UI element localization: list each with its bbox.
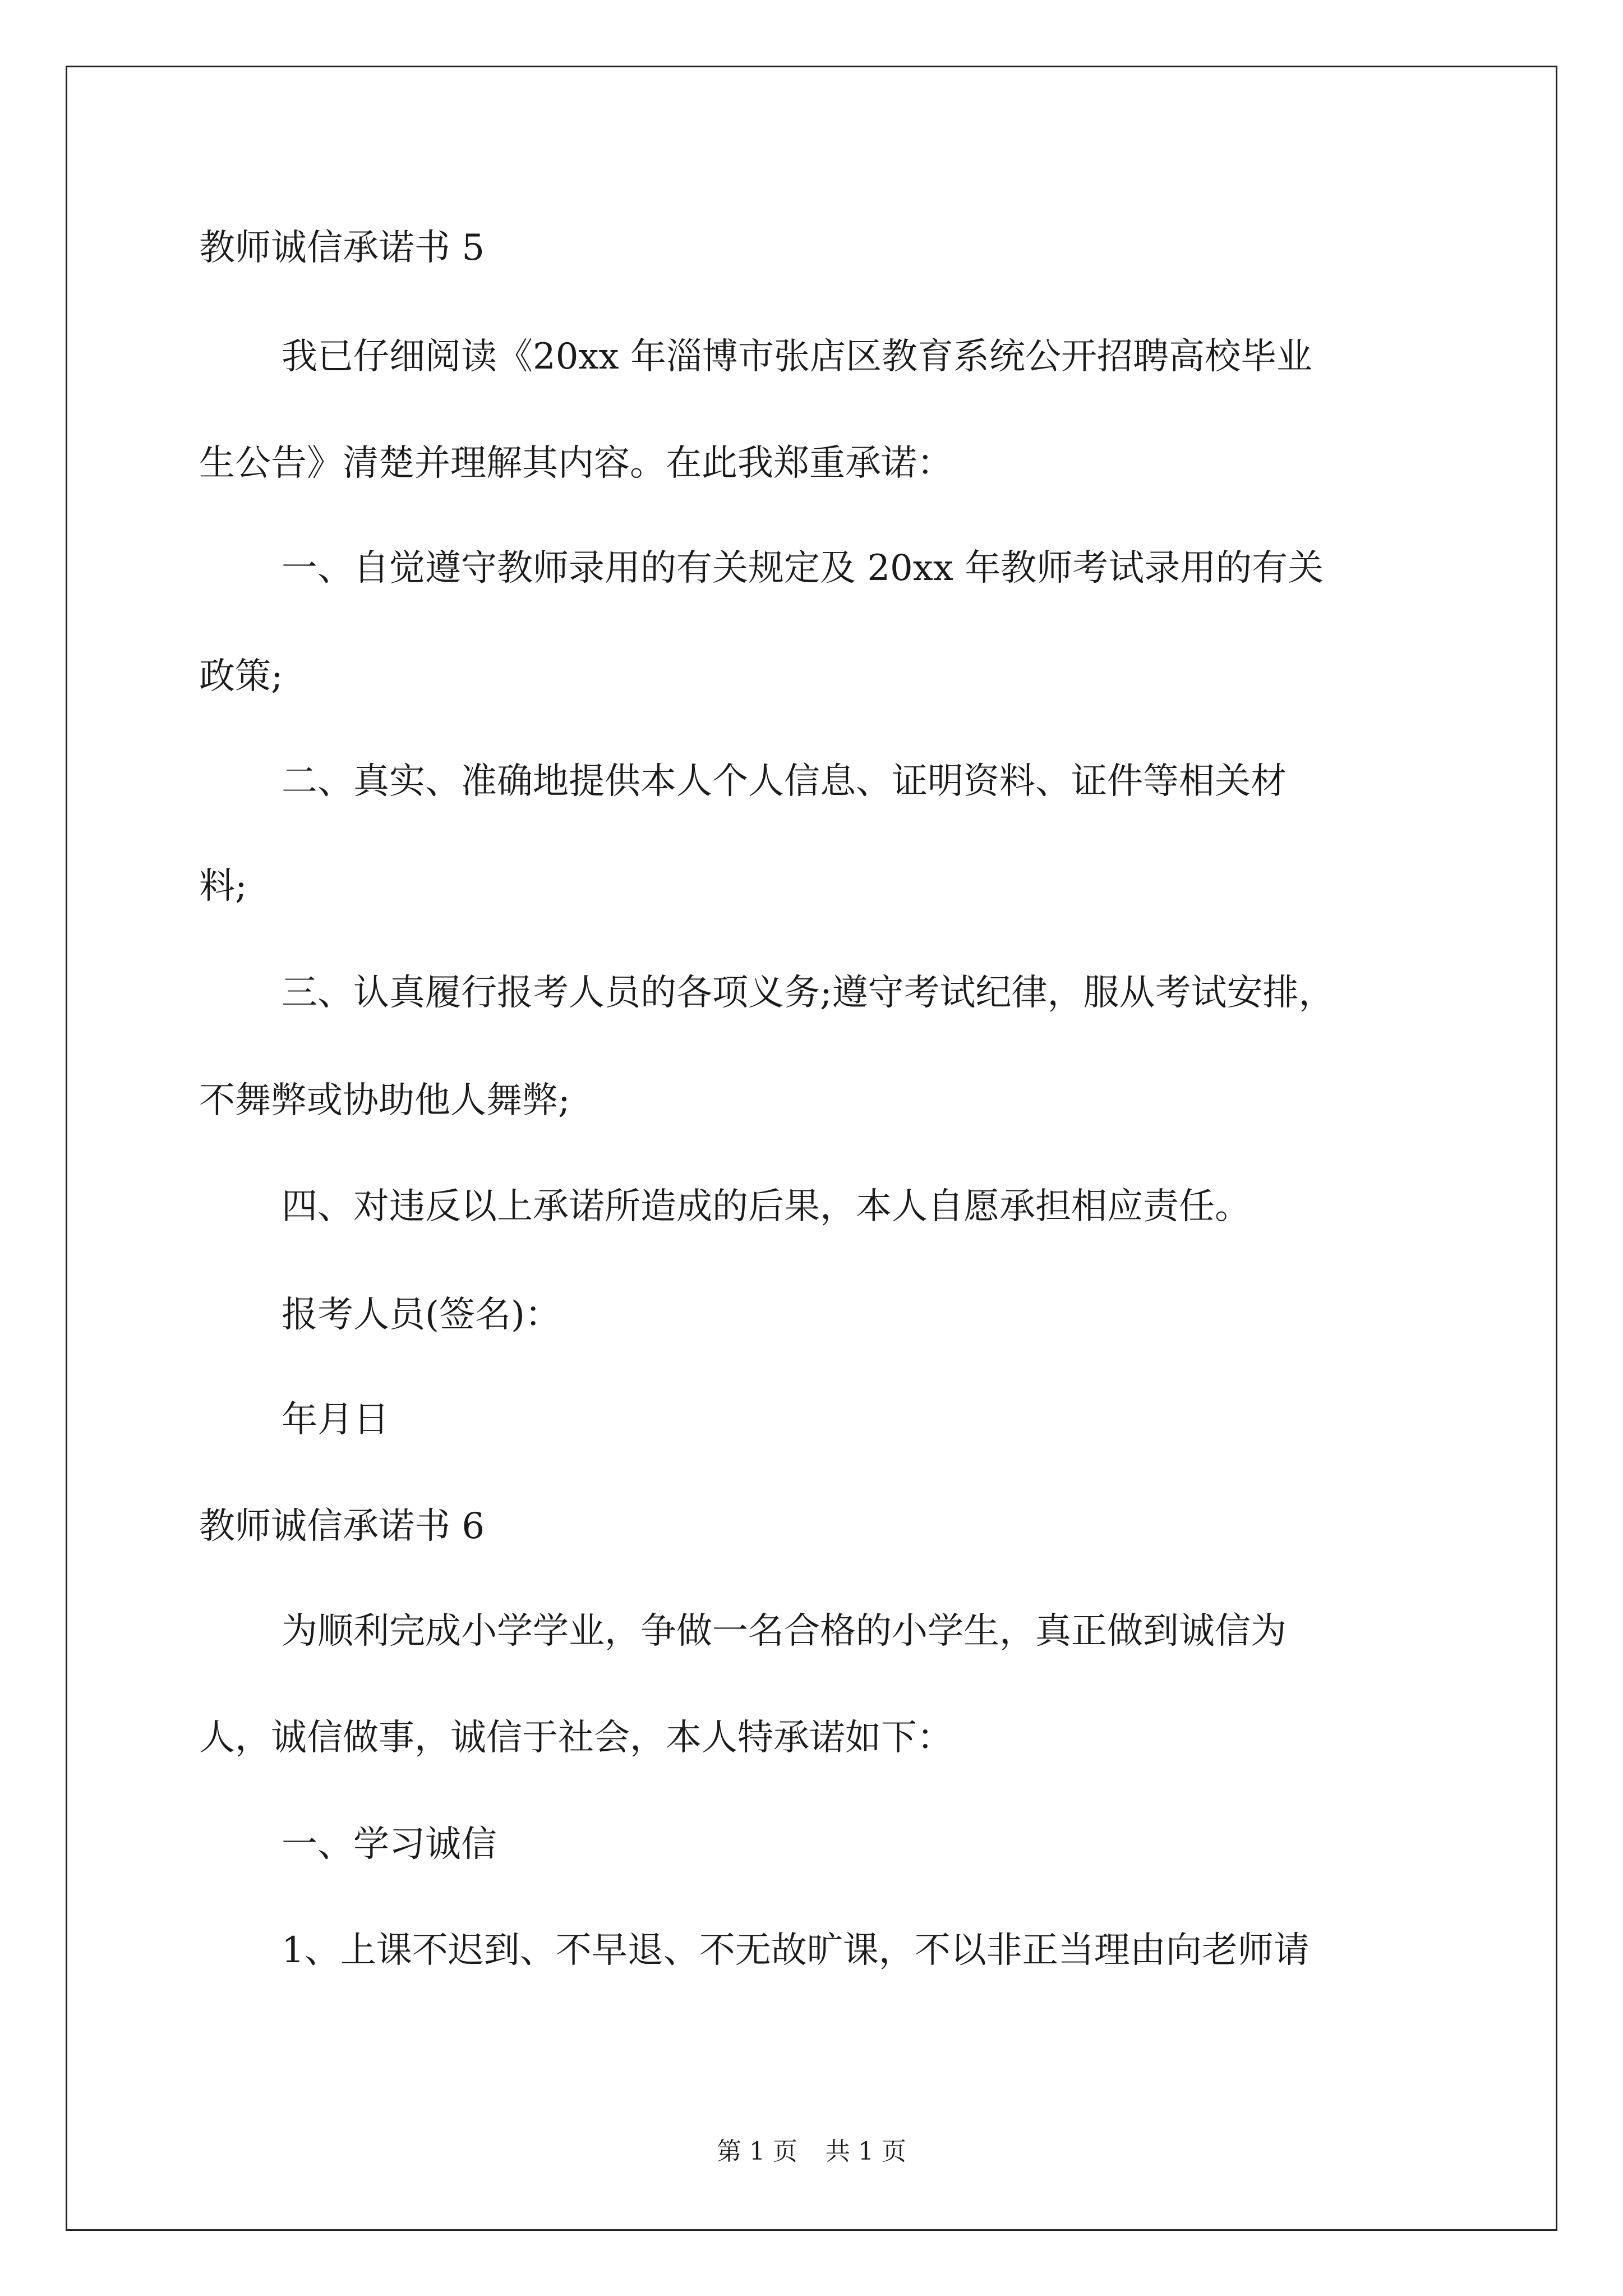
paragraph-line: 政策; xyxy=(199,656,283,697)
paragraph-line: 一、自觉遵守教师录用的有关规定及 20xx 年教师考试录用的有关 xyxy=(282,547,1324,589)
paragraph-line: 为顺利完成小学学业，争做一名合格的小学生，真正做到诚信为 xyxy=(282,1611,1287,1652)
page-number: 第 1 页 xyxy=(717,2137,797,2166)
paragraph-line: 生公告》清楚并理解其内容。在此我郑重承诺： xyxy=(199,443,953,484)
page-total: 共 1 页 xyxy=(826,2137,906,2166)
paragraph-line: 二、真实、准确地提供本人个人信息、证明资料、证件等相关材 xyxy=(282,761,1287,802)
signature-label: 报考人员(签名)： xyxy=(282,1294,561,1336)
paragraph-line: 一、学习诚信 xyxy=(282,1824,497,1865)
page-border xyxy=(66,66,1557,2231)
date-label: 年月日 xyxy=(282,1399,389,1441)
paragraph-line: 人，诚信做事，诚信于社会，本人特承诺如下： xyxy=(199,1717,953,1759)
paragraph-line: 不舞弊或协助他人舞弊; xyxy=(199,1080,570,1121)
paragraph-line: 三、认真履行报考人员的各项义务;遵守考试纪律，服从考试安排， xyxy=(282,972,1335,1014)
paragraph-line: 料; xyxy=(199,866,247,907)
paragraph-line: 1、上课不迟到、不早退、不无故旷课，不以非正当理由向老师请 xyxy=(282,1930,1310,1971)
paragraph-line: 四、对违反以上承诺所造成的后果，本人自愿承担相应责任。 xyxy=(282,1186,1251,1227)
paragraph-line: 我已仔细阅读《20xx 年淄博市张店区教育系统公开招聘高校毕业 xyxy=(282,336,1312,378)
section-title-6: 教师诚信承诺书 6 xyxy=(199,1506,485,1547)
section-title-5: 教师诚信承诺书 5 xyxy=(199,227,485,269)
page-footer xyxy=(0,2136,1623,2168)
